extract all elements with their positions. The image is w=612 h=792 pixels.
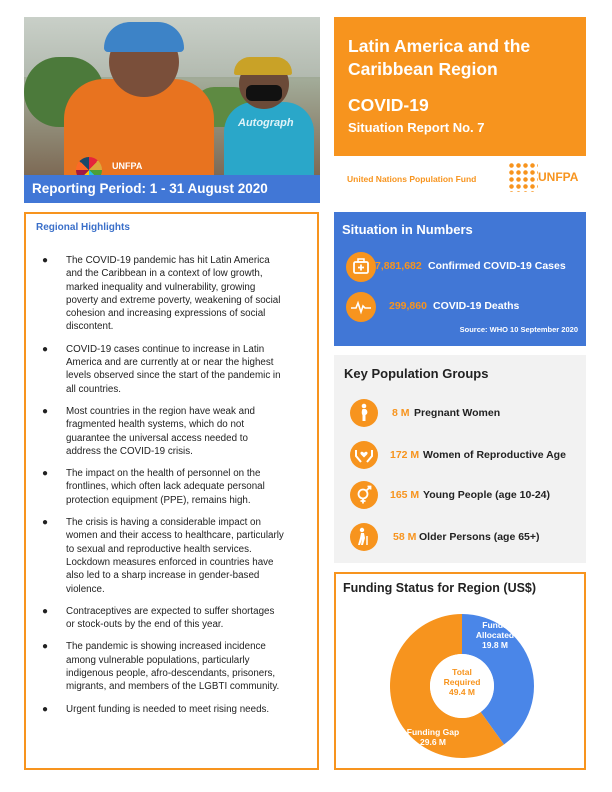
funding-heading: Funding Status for Region (US$) xyxy=(343,581,537,595)
covid-title: COVID-19 xyxy=(348,95,429,115)
photo-face-mask xyxy=(246,85,282,101)
highlight-line: migrants, and members of the LGBTI community. xyxy=(66,681,280,693)
bullet-icon: ● xyxy=(42,255,49,266)
highlight-item xyxy=(36,703,316,716)
highlight-item xyxy=(36,405,316,458)
photo-shirt-text: Autograph xyxy=(238,117,294,129)
total-required-label xyxy=(430,667,494,697)
photo-vest-logo: UNFPA xyxy=(112,161,143,171)
photo-second-person xyxy=(224,102,314,175)
highlight-line: all countries. xyxy=(66,383,121,395)
highlight-line: The pandemic is showing increased incidence xyxy=(66,641,266,653)
highlight-line: The crisis is having a considerable impact on xyxy=(66,517,261,529)
keypop-value: 58 M xyxy=(393,531,417,543)
unfpa-dots-icon xyxy=(508,162,538,192)
cover-photo xyxy=(24,17,320,175)
highlights-list xyxy=(36,254,316,725)
report-number: Situation Report No. 7 xyxy=(348,120,485,135)
keypop-heading: Key Population Groups xyxy=(344,366,489,381)
gap-value: 29.6 M xyxy=(420,737,446,747)
medical-kit-icon xyxy=(346,252,376,282)
regional-highlights xyxy=(24,212,319,770)
keypop-label: Young People (age 10-24) xyxy=(423,489,550,501)
highlight-line: among vulnerable populations, particularly xyxy=(66,654,250,666)
keypop-row xyxy=(350,523,586,551)
highlight-line: COVID-19 cases continue to increase in Latin xyxy=(66,343,265,355)
bullet-icon: ● xyxy=(42,405,49,417)
highlight-line: guarantee the universal access needed to xyxy=(66,432,248,444)
keypop-value: 172 M xyxy=(390,449,420,461)
title-line-2: Caribbean Region xyxy=(348,59,498,79)
highlight-line: poverty and extreme poverty, weakening of social xyxy=(66,294,281,306)
highlight-line: violence. xyxy=(66,583,105,595)
cases-row xyxy=(346,252,586,282)
highlight-line: Urgent funding is needed to meet rising needs. xyxy=(66,703,270,715)
photo-blue-cap xyxy=(104,22,184,52)
bullet-icon: ● xyxy=(42,343,49,355)
keypop-row xyxy=(350,481,586,509)
highlight-line: marked inequality and vulnerability, growing xyxy=(66,281,256,293)
highlights-heading: Regional Highlights xyxy=(36,222,130,233)
highlight-item xyxy=(36,343,316,396)
highlight-line: Lockdown measures enforced in countries have xyxy=(66,556,274,568)
highlight-line: The impact on the health of personnel on the xyxy=(66,468,261,480)
highlight-line: Most countries in the region have weak and xyxy=(66,405,255,417)
highlight-item xyxy=(36,254,316,334)
heartbeat-icon xyxy=(346,292,376,322)
situation-in-numbers xyxy=(334,212,586,346)
gap-label: Funding Gap xyxy=(406,727,460,737)
highlight-line: The COVID-19 pandemic has hit Latin America xyxy=(66,255,270,266)
numbers-heading: Situation in Numbers xyxy=(342,222,473,237)
bullet-icon: ● xyxy=(42,605,49,617)
allocated-value: 19.8 M xyxy=(482,640,508,650)
total-label-line-1: Total xyxy=(452,667,472,677)
total-label-line-2: Required xyxy=(443,677,481,687)
unfpa-logo xyxy=(508,162,580,192)
deaths-label: COVID-19 Deaths xyxy=(433,300,520,312)
highlight-item xyxy=(36,467,316,507)
highlight-line: indigenous people, afro-descendants, prisoners, xyxy=(66,668,276,680)
highlight-line: or stock-outs by the end of this year. xyxy=(66,619,224,631)
keypop-value: 8 M xyxy=(392,407,410,419)
highlight-item xyxy=(36,640,316,693)
pregnant-woman-icon xyxy=(350,399,378,427)
keypop-value: 165 M xyxy=(390,489,420,501)
total-value: 49.4 M xyxy=(449,687,475,697)
highlight-line: protection equipment (PPE), remains high. xyxy=(66,494,251,506)
bullet-icon: ● xyxy=(42,468,49,480)
highlight-item xyxy=(36,516,316,596)
older-person-icon xyxy=(350,523,378,551)
reporting-period: Reporting Period: 1 - 31 August 2020 xyxy=(24,175,320,203)
highlight-line: Contraceptives are expected to suffer shortages xyxy=(66,605,275,617)
allocated-label-line-2: Allocated xyxy=(475,630,515,640)
numbers-source: Source: WHO 10 September 2020 xyxy=(459,325,578,334)
key-population-groups xyxy=(334,355,586,563)
highlight-line: America and are currently at or near the highest xyxy=(66,357,274,369)
highlight-line: fragmented health systems, which do not xyxy=(66,419,245,431)
funds-allocated-label xyxy=(462,620,528,650)
org-name: United Nations Population Fund xyxy=(347,174,477,184)
highlight-line: levels observed since the start of the pandemic in xyxy=(66,370,281,382)
highlight-line: also led to a sharp increase in gender-based xyxy=(66,570,260,582)
keypop-label: Pregnant Women xyxy=(414,407,501,419)
title-line-1: Latin America and the xyxy=(348,36,531,56)
photo-yellow-cap xyxy=(234,57,292,75)
highlight-line: cohesion and increasing expressions of social xyxy=(66,308,266,320)
highlight-line: and the Caribbean in a context of low growth, xyxy=(66,268,263,280)
funding-status xyxy=(334,572,586,770)
keypop-label: Women of Reproductive Age xyxy=(423,449,566,461)
bullet-icon: ● xyxy=(42,703,49,715)
deaths-row xyxy=(346,292,586,322)
keypop-label: Older Persons (age 65+) xyxy=(419,531,540,543)
bullet-icon: ● xyxy=(42,517,49,529)
hands-heart-icon xyxy=(350,441,378,469)
highlight-line: address the COVID-19 crisis. xyxy=(66,445,193,457)
highlight-line: discontent. xyxy=(66,321,114,333)
highlight-line: women and their access to healthcare, particularly xyxy=(66,530,284,542)
highlight-line: to sexual and reproductive health services. xyxy=(66,543,252,555)
allocated-label-line-1: Funds xyxy=(482,620,508,630)
bullet-icon: ● xyxy=(42,641,49,653)
highlight-line: frontlines, which often lack adequate personal xyxy=(66,481,265,493)
cases-label: Confirmed COVID-19 Cases xyxy=(428,260,566,272)
title-block xyxy=(334,17,586,156)
funding-gap-label xyxy=(396,727,470,747)
keypop-row xyxy=(350,399,586,427)
gender-symbol-icon xyxy=(350,481,378,509)
cases-value: 7,881,682 xyxy=(375,260,422,272)
highlight-item xyxy=(36,605,316,632)
unfpa-logo-text: UNFPA xyxy=(538,170,579,184)
deaths-value: 299,860 xyxy=(389,300,427,312)
keypop-row xyxy=(350,441,586,469)
